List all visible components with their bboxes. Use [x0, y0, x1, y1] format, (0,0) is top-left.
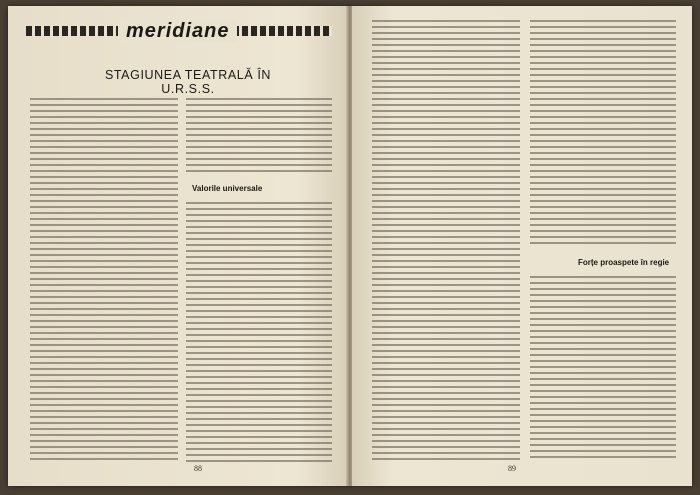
right-page — [352, 6, 692, 486]
section-banner — [26, 20, 332, 42]
text-column — [30, 98, 178, 464]
text-column — [372, 20, 520, 460]
left-page — [8, 6, 348, 486]
text-column — [186, 202, 332, 464]
page-number: 89 — [508, 464, 516, 473]
text-column — [530, 276, 676, 460]
text-column — [186, 98, 332, 176]
subheading: Valorile universale — [192, 184, 263, 193]
banner-label: meridiane — [118, 20, 237, 42]
page-number: 88 — [194, 464, 202, 473]
magazine-spread — [8, 6, 692, 486]
subheading: Forțe proaspete în regie — [578, 258, 670, 267]
text-column — [530, 20, 676, 248]
article-title: STAGIUNEA TEATRALĂ ÎN U.R.S.S. — [104, 68, 272, 96]
